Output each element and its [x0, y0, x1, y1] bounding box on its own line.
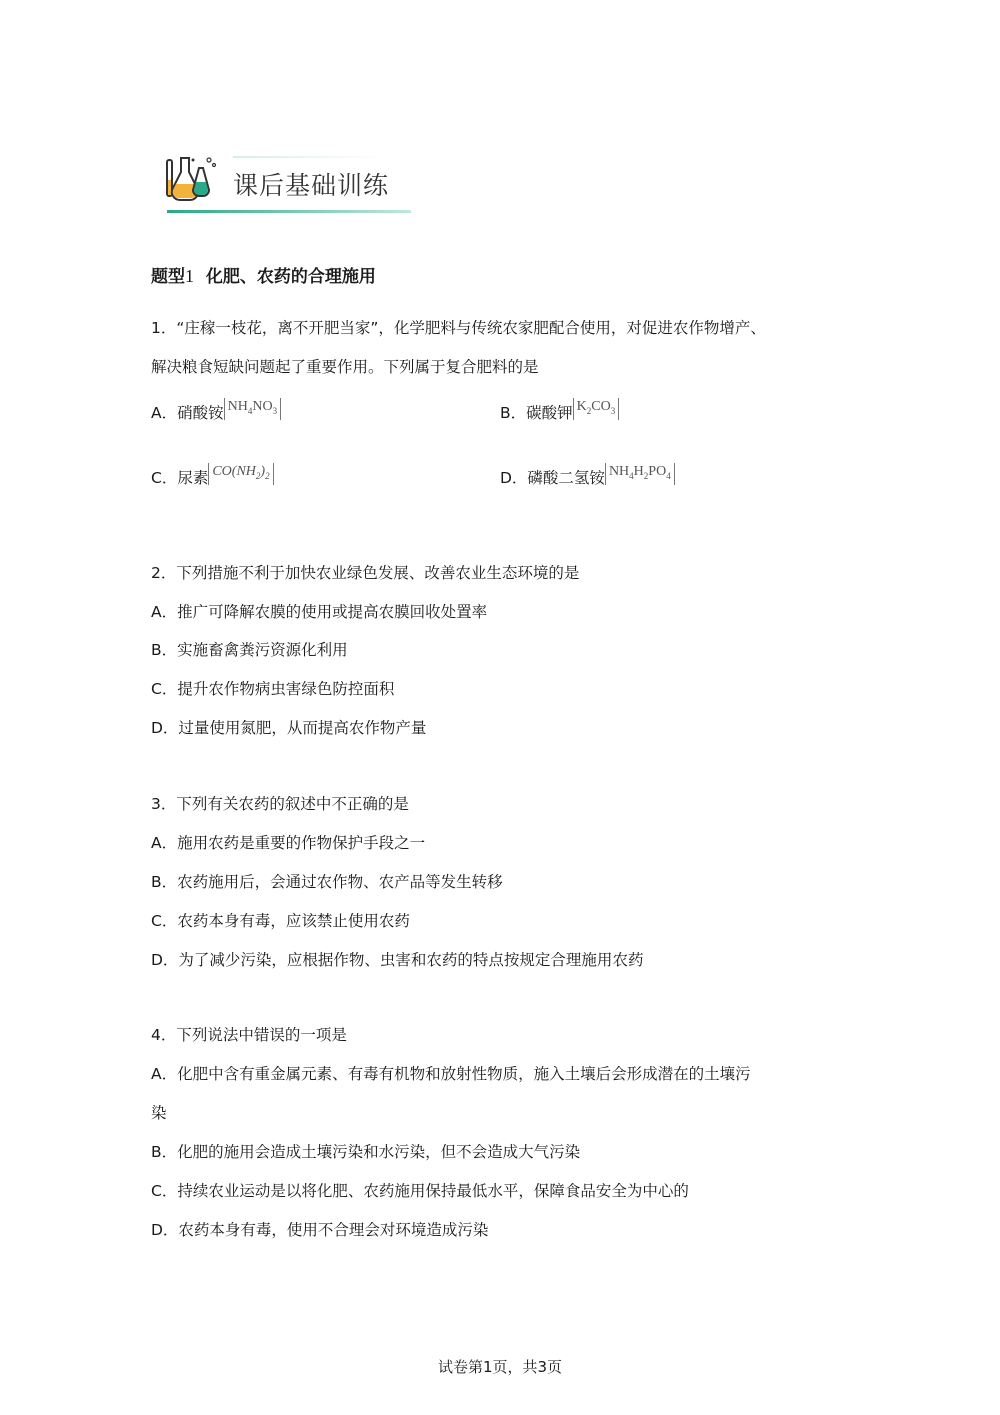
- q2-stem: 2．下列措施不利于加快农业绿色发展、改善农业生态环境的是: [151, 564, 580, 582]
- q2-option-c: C．提升农作物病虫害绿色防控面积: [151, 680, 395, 698]
- q1-option-b: [500, 398, 619, 423]
- formula-nh4h2po4: $NH_4H_2PO_4$: [605, 463, 675, 485]
- q1-stem-line-2: 解决粮食短缺问题起了重要作用。下列属于复合肥料的是: [151, 358, 539, 376]
- q1-option-d: [500, 463, 675, 488]
- section-label: 题型: [151, 267, 185, 287]
- q3-option-b: B．农药施用后，会通过农作物、农产品等发生转移: [151, 873, 503, 891]
- lab-flask-icon: [163, 154, 219, 206]
- q2-option-b: B．实施畜禽粪污资源化利用: [151, 641, 348, 659]
- q2-option-d: D．过量使用氮肥，从而提高农作物产量: [151, 719, 427, 737]
- q3-option-d: D．为了减少污染，应根据作物、虫害和农药的特点按规定合理施用农药: [151, 951, 644, 969]
- q1-option-b-label: B．碳酸钾: [500, 404, 573, 422]
- q1-option-c-label: C．尿素: [151, 469, 209, 487]
- q4-option-d: D．农药本身有毒，使用不合理会对环境造成污染: [151, 1221, 489, 1239]
- formula-k2co3: $K_2CO_3$: [573, 398, 620, 420]
- q3-stem: 3．下列有关农药的叙述中不正确的是: [151, 795, 409, 813]
- q4-option-c: C．持续农业运动是以将化肥、农药施用保持最低水平，保障食品安全为中心的: [151, 1182, 689, 1200]
- q1-option-c: [151, 463, 274, 488]
- q3-option-a: A．施用农药是重要的作物保护手段之一: [151, 834, 426, 852]
- section-title: [151, 262, 376, 287]
- q4-option-a: A．化肥中含有重金属元素、有毒有机物和放射性物质，施入土壤后会形成潜在的土壤污: [151, 1065, 751, 1083]
- q3-option-c: C．农药本身有毒，应该禁止使用农药: [151, 912, 410, 930]
- q1-stem-line-1: 1．“庄稼一枝花，离不开肥当家”，化学肥料与传统农家肥配合使用，对促进农作物增产、: [151, 319, 766, 337]
- q4-option-a-cont: 染: [151, 1104, 167, 1122]
- section-number: 1: [185, 266, 194, 286]
- formula-urea: $CO(NH_2)_2$: [208, 463, 273, 485]
- formula-nh4no3: $NH_4NO_3$: [224, 398, 281, 420]
- banner-underline: [167, 210, 411, 213]
- page-footer: 试卷第1页，共3页: [437, 1358, 563, 1376]
- q1-option-a: [151, 398, 281, 423]
- q2-option-a: A．推广可降解农膜的使用或提高农膜回收处置率: [151, 603, 488, 621]
- q4-stem: 4．下列说法中错误的一项是: [151, 1026, 347, 1044]
- banner-top-divider: [233, 156, 383, 158]
- section-heading: 化肥、农药的合理施用: [205, 267, 376, 287]
- q4-option-b: B．化肥的施用会造成土壤污染和水污染，但不会造成大气污染: [151, 1143, 581, 1161]
- section-banner: [163, 152, 413, 218]
- q1-option-d-label: D．磷酸二氢铵: [500, 469, 605, 487]
- q1-option-a-label: A．硝酸铵: [151, 404, 224, 422]
- banner-title: 课后基础训练: [233, 171, 390, 200]
